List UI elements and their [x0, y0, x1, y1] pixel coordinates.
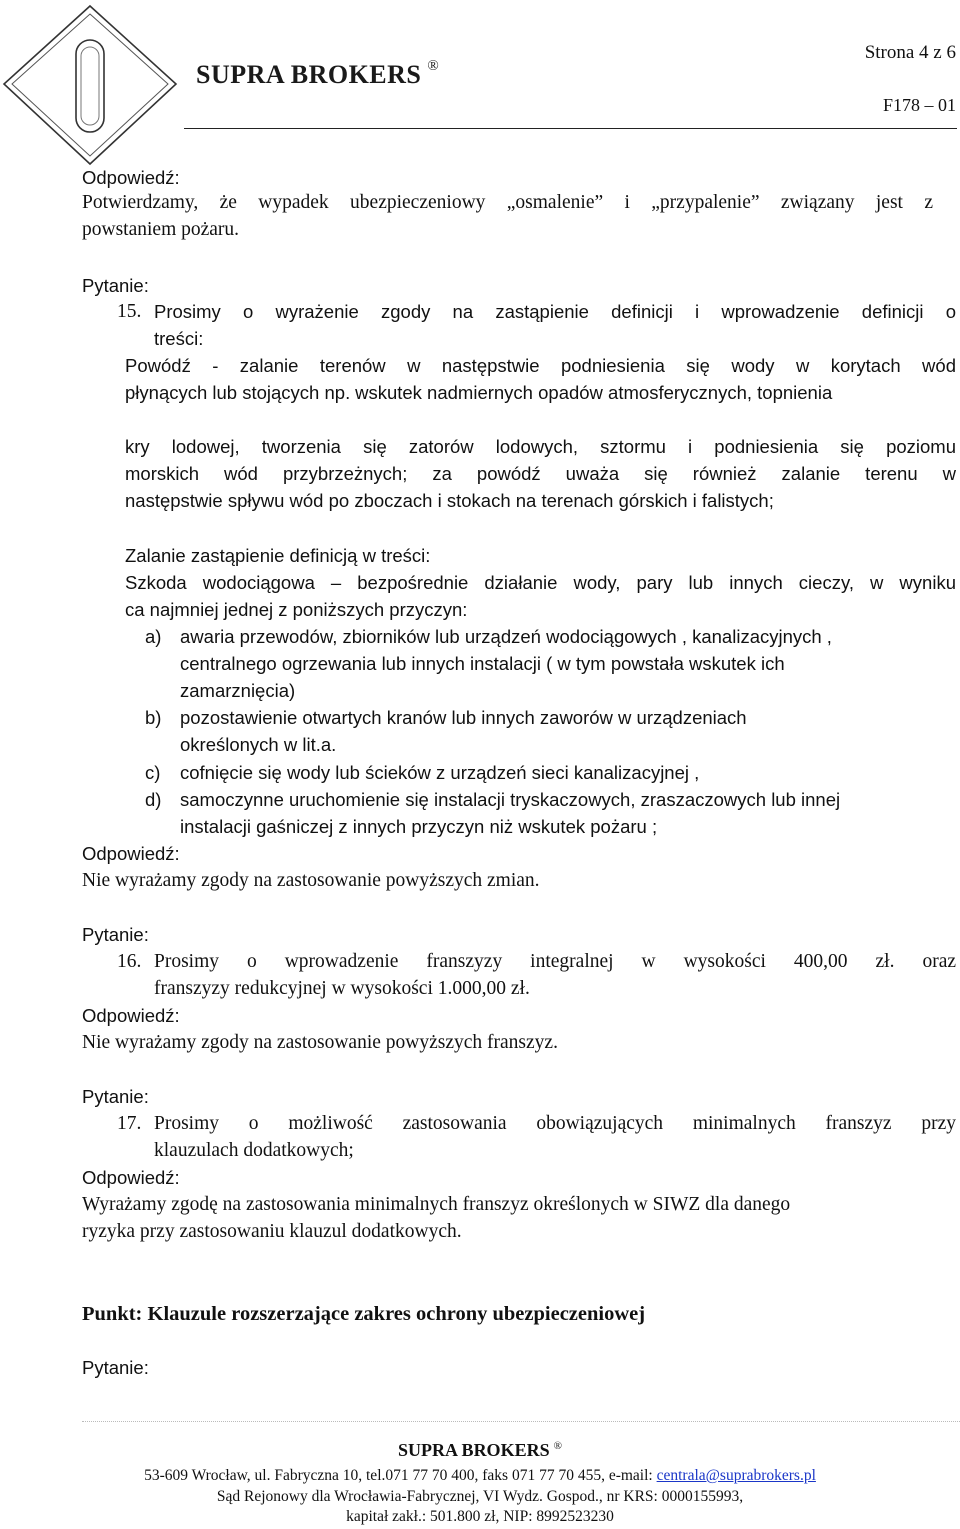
footer-brand: SUPRA BROKERS ®: [398, 1440, 562, 1460]
question-number: 16.: [117, 951, 142, 972]
document-id: F178 – 01: [882, 95, 956, 115]
list-marker: d): [145, 789, 162, 810]
answer-text: ryzyka przy zastosowaniu klauzul dodatkowych.: [82, 1221, 462, 1242]
list-item: pozostawienie otwartych kranów lub innych zaworów w urządzeniach: [180, 707, 747, 728]
question-label: Pytanie:: [82, 924, 149, 945]
definition-intro: Zalanie zastąpienie definicją w treści:: [125, 545, 431, 566]
company-logo: [0, 0, 190, 170]
footer-address: 53-609 Wrocław, ul. Fabryczna 10, tel.071 77 70 400, faks 071 77 70 455, e-mail: centrala@suprabrokers.pl: [144, 1467, 816, 1484]
list-item: cofnięcie się wody lub ścieków z urządzeń sieci kanalizacyjnej ,: [180, 762, 700, 783]
header-divider: [184, 128, 957, 129]
question-text: Prosimy o wprowadzenie franszyzy integralnej w wysokości 400,00 zł. oraz: [154, 951, 956, 972]
question-label: Pytanie:: [82, 1357, 149, 1378]
footer-email-link[interactable]: centrala@suprabrokers.pl: [656, 1467, 816, 1484]
list-item: instalacji gaśniczej z innych przyczyn niż wskutek pożaru ;: [180, 816, 658, 837]
answer-text: Potwierdzamy, że wypadek ubezpieczeniowy „osmalenie” i „przypalenie” związany jest z: [82, 192, 933, 213]
definition-text: Powódź - zalanie terenów w następstwie podniesienia się wody w korytach wód: [125, 355, 956, 376]
list-marker: b): [145, 707, 162, 728]
answer-text: Nie wyrażamy zgody na zastosowanie powyższych zmian.: [82, 870, 540, 891]
footer-court: Sąd Rejonowy dla Wrocławia-Fabrycznej, VI Wydz. Gospod., nr KRS: 0000155993,: [216, 1488, 744, 1505]
question-text: klauzulach dodatkowych;: [154, 1140, 354, 1161]
question-text: treści:: [154, 328, 204, 349]
section-heading: Punkt: Klauzule rozszerzające zakres ochrony ubezpieczeniowej: [82, 1303, 646, 1325]
definition-text: płynących lub stojących np. wskutek nadmiernych opadów atmosferycznych, topnienia: [125, 382, 833, 403]
answer-text: powstaniem pożaru.: [82, 219, 240, 240]
question-text: franszyzy redukcyjnej w wysokości 1.000,00 zł.: [154, 978, 530, 999]
list-item: awaria przewodów, zbiorników lub urządzeń wodociągowych , kanalizacyjnych ,: [180, 626, 832, 647]
list-marker: a): [145, 626, 162, 647]
answer-text: Wyrażamy zgodę na zastosowania minimalnych franszyz określonych w SIWZ dla danego: [82, 1194, 791, 1215]
list-item: określonych w lit.a.: [180, 734, 337, 755]
question-number: 15.: [117, 301, 142, 322]
answer-label: Odpowiedź:: [82, 1005, 180, 1026]
definition-text: kry lodowej, tworzenia się zatorów lodowych, sztormu i podniesienia się poziomu: [125, 436, 956, 457]
answer-label: Odpowiedź:: [82, 167, 180, 188]
question-label: Pytanie:: [82, 275, 149, 296]
list-item: centralnego ogrzewania lub innych instalacji ( w tym powstała wskutek ich: [180, 653, 785, 674]
question-text: Prosimy o wyrażenie zgody na zastąpienie definicji i wprowadzenie definicji o: [154, 301, 956, 322]
question-label: Pytanie:: [82, 1086, 149, 1107]
definition-text: morskich wód przybrzeżnych; za powódź uważa się również zalanie terenu w: [125, 463, 956, 484]
list-item: zamarznięcia): [180, 680, 296, 701]
definition-text: następstwie spływu wód po zboczach i stokach na terenach górskich i falistych;: [125, 490, 774, 511]
list-marker: c): [145, 762, 161, 783]
footer-divider: [82, 1421, 960, 1422]
definition-text: ca najmniej jednej z poniższych przyczyn:: [125, 599, 468, 620]
page-number: Strona 4 z 6: [864, 42, 956, 63]
answer-label: Odpowiedź:: [82, 843, 180, 864]
header-brand: SUPRA BROKERS ®: [196, 58, 440, 89]
answer-text: Nie wyrażamy zgody na zastosowanie powyższych franszyz.: [82, 1032, 558, 1053]
answer-label: Odpowiedź:: [82, 1167, 180, 1188]
question-number: 17.: [117, 1113, 142, 1134]
question-text: Prosimy o możliwość zastosowania obowiązujących minimalnych franszyz przy: [154, 1113, 956, 1134]
definition-text: Szkoda wodociągowa – bezpośrednie działanie wody, pary lub innych cieczy, w wyniku: [125, 572, 956, 593]
list-item: samoczynne uruchomienie się instalacji tryskaczowych, zraszaczowych lub innej: [180, 789, 841, 810]
footer-capital: kapitał zakł.: 501.800 zł, NIP: 8992523230: [346, 1508, 614, 1525]
